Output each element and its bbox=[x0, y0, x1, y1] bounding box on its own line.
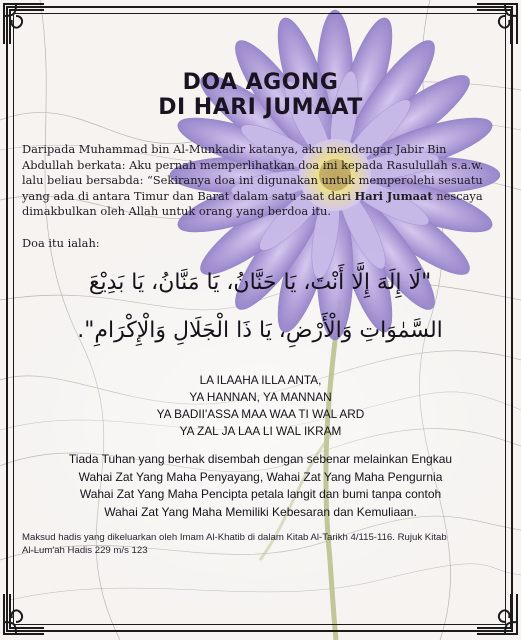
transliteration-line: YA HANNAN, YA MANNAN bbox=[189, 390, 332, 404]
source-reference bbox=[22, 531, 502, 557]
intro-line: Daripada Muhammad bin Al-Munkadir katanya, aku mendengar Jabir Bin bbox=[22, 142, 447, 156]
meaning-line: Tiada Tuhan yang berhak disembah dengan sebenar melainkan Engkau bbox=[68, 452, 453, 466]
arabic-doa-line-2: السَّمٰوَاتِ وَالْأَرْضِ، يَا ذَا الْجَلَالِ وَالْإِكْرَامِ". bbox=[77, 318, 443, 343]
doa-intro-label: Doa itu ialah: bbox=[22, 236, 100, 250]
transliteration-line: YA ZAL JA LAA LI WAL IKRAM bbox=[179, 424, 342, 438]
meaning-line: Wahai Zat Yang Maha Penyayang, Wahai Zat Yang Maha Pengurnia bbox=[78, 469, 443, 484]
ornamental-corner-icon bbox=[2, 2, 46, 46]
meaning-line: Wahai Zat Yang Maha Memiliki Kebesaran dan Kemuliaan. bbox=[104, 504, 417, 519]
intro-text: nescaya bbox=[432, 188, 483, 203]
meaning-block bbox=[0, 451, 521, 521]
source-line: Maksud hadis yang dikeluarkan oleh Imam Al-Khatib di dalam Kitab Al-Tarikh 4/115-116. Rujuk Kitab bbox=[22, 532, 447, 543]
page-title-line-2: DI HARI JUMAAT bbox=[158, 95, 363, 120]
ornamental-corner-icon bbox=[475, 2, 519, 46]
hadith-intro-paragraph bbox=[22, 142, 500, 220]
transliteration-block bbox=[0, 372, 521, 440]
transliteration-line: LA ILAAHA ILLA ANTA, bbox=[199, 373, 322, 387]
meaning-line: Wahai Zat Yang Maha Pencipta petala langit dan bumi tanpa contoh bbox=[79, 487, 442, 501]
intro-text: yang ada di antara Timur dan Barat dalam satu saat dari bbox=[22, 188, 355, 203]
intro-line: dimakbulkan oleh Allah untuk orang yang berdoa itu. bbox=[22, 204, 331, 219]
arabic-doa-line-1: "لَا إِلَهَ إِلَّا أَنْتَ، يَا حَنَّانُ، يَا مَنَّانُ، يَا بَدِيْعَ bbox=[88, 270, 432, 295]
intro-line: lalu beliau bersabda: “Sekiranya doa ini digunakan untuk memperolehi sesuatu bbox=[22, 173, 483, 188]
intro-line bbox=[22, 189, 500, 205]
ornamental-corner-icon bbox=[475, 592, 519, 636]
source-line: Al-Lum'ah Hadis 229 m/s 123 bbox=[22, 545, 148, 556]
page-title-line-1: DOA AGONG bbox=[182, 70, 339, 95]
intro-line: Abdullah berkata: Aku pernah memperlihatkan doa ini kepada Rasulullah s.a.w. bbox=[22, 157, 484, 172]
ornamental-corner-icon bbox=[2, 592, 46, 636]
intro-highlight-hari-jumaat: Hari Jumaat bbox=[354, 188, 433, 203]
transliteration-line: YA BADII'ASSA MAA WAA TI WAL ARD bbox=[156, 407, 365, 421]
